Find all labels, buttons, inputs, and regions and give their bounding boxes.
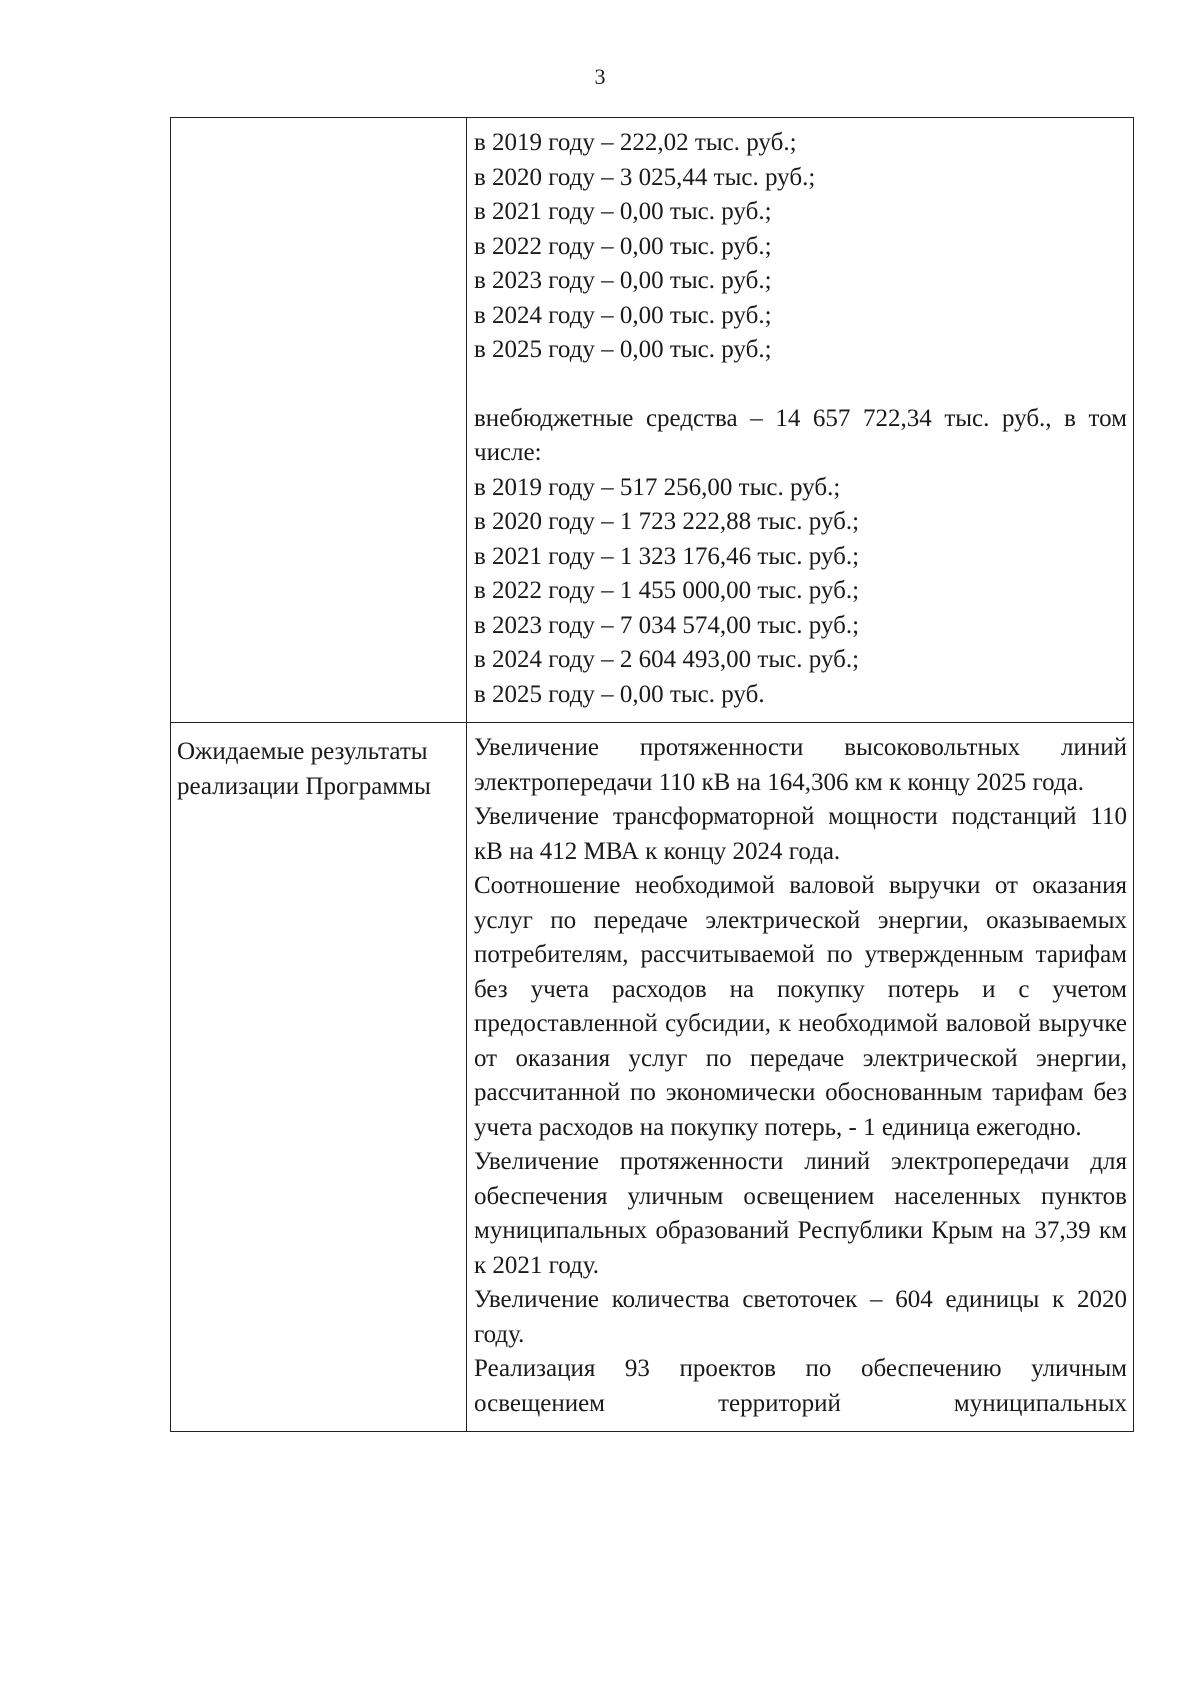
table-row-financing	[171, 118, 1134, 723]
extrabudget-header: внебюджетные средства – 14 657 722,34 тыс. руб., в том числе:	[474, 404, 1127, 466]
financing-cell	[467, 118, 1134, 723]
extrabudget-line-2024: в 2024 году – 2 604 493,00 тыс. руб.;	[474, 646, 860, 673]
extrabudget-line-2023: в 2023 году – 7 034 574,00 тыс. руб.;	[474, 611, 860, 639]
extrabudget-line-2022: в 2022 году – 1 455 000,00 тыс. руб.;	[474, 577, 860, 604]
result-paragraph-1: Увеличение протяженности высоковольтных линий электропередачи 110 кВ на 164,306 км к концу 2025 года.	[474, 734, 1127, 796]
label-cell-empty	[171, 118, 467, 723]
result-paragraph-4: Увеличение протяженности линий электропередачи для обеспечения уличным освещением населенных пунктов муниципальных образований Республики Крым на 37,39 км к 2021 году.	[474, 1148, 1127, 1279]
budget-line-2024: в 2024 году – 0,00 тыс. руб.;	[474, 301, 772, 329]
extrabudget-line-2025: в 2025 году – 0,00 тыс. руб.	[474, 680, 765, 708]
spacer	[474, 368, 1127, 402]
budget-line-2021: в 2021 году – 0,00 тыс. руб.;	[474, 198, 772, 225]
budget-line-2025: в 2025 году – 0,00 тыс. руб.;	[474, 336, 772, 363]
table-row-expected-results	[171, 723, 1134, 1432]
page-number: 3	[594, 64, 606, 89]
row-label-expected-results: Ожидаемые результаты реализации Программы	[177, 738, 431, 800]
budget-line-2019: в 2019 году – 222,02 тыс. руб.;	[474, 129, 797, 156]
result-paragraph-2: Увеличение трансформаторной мощности подстанций 110 кВ на 412 МВА к концу 2024 года.	[474, 803, 1127, 865]
budget-line-2022: в 2022 году – 0,00 тыс. руб.;	[474, 232, 772, 260]
expected-results-cell	[467, 723, 1134, 1432]
extrabudget-line-2021: в 2021 году – 1 323 176,46 тыс. руб.;	[474, 542, 860, 570]
program-passport-table	[170, 117, 1134, 1432]
budget-line-2020: в 2020 году – 3 025,44 тыс. руб.;	[474, 163, 816, 191]
result-paragraph-6: Реализация 93 проектов по обеспечению уличным освещением территорий муниципальных	[474, 1355, 1127, 1417]
result-paragraph-3: Соотношение необходимой валовой выручки от оказания услуг по передаче электрической энергии, оказываемых потребителям, рассчитываемой по утвержденным тарифам без учета расходов на покупку потерь и с учетом предоставленной субсидии, к необходимой валовой выручке от оказания услуг по передаче электрической энергии, рассчитанной по экономически обоснованным тарифам без учета расходов на покупку потерь, - 1 единица ежегодно.	[474, 872, 1127, 1141]
label-cell-expected-results	[171, 723, 467, 1432]
budget-line-2023: в 2023 году – 0,00 тыс. руб.;	[474, 267, 772, 294]
extrabudget-line-2020: в 2020 году – 1 723 222,88 тыс. руб.;	[474, 508, 860, 535]
row-label	[171, 118, 466, 130]
extrabudget-line-2019: в 2019 году – 517 256,00 тыс. руб.;	[474, 473, 841, 501]
result-paragraph-5: Увеличение количества светоточек – 604 единицы к 2020 году.	[474, 1286, 1127, 1348]
